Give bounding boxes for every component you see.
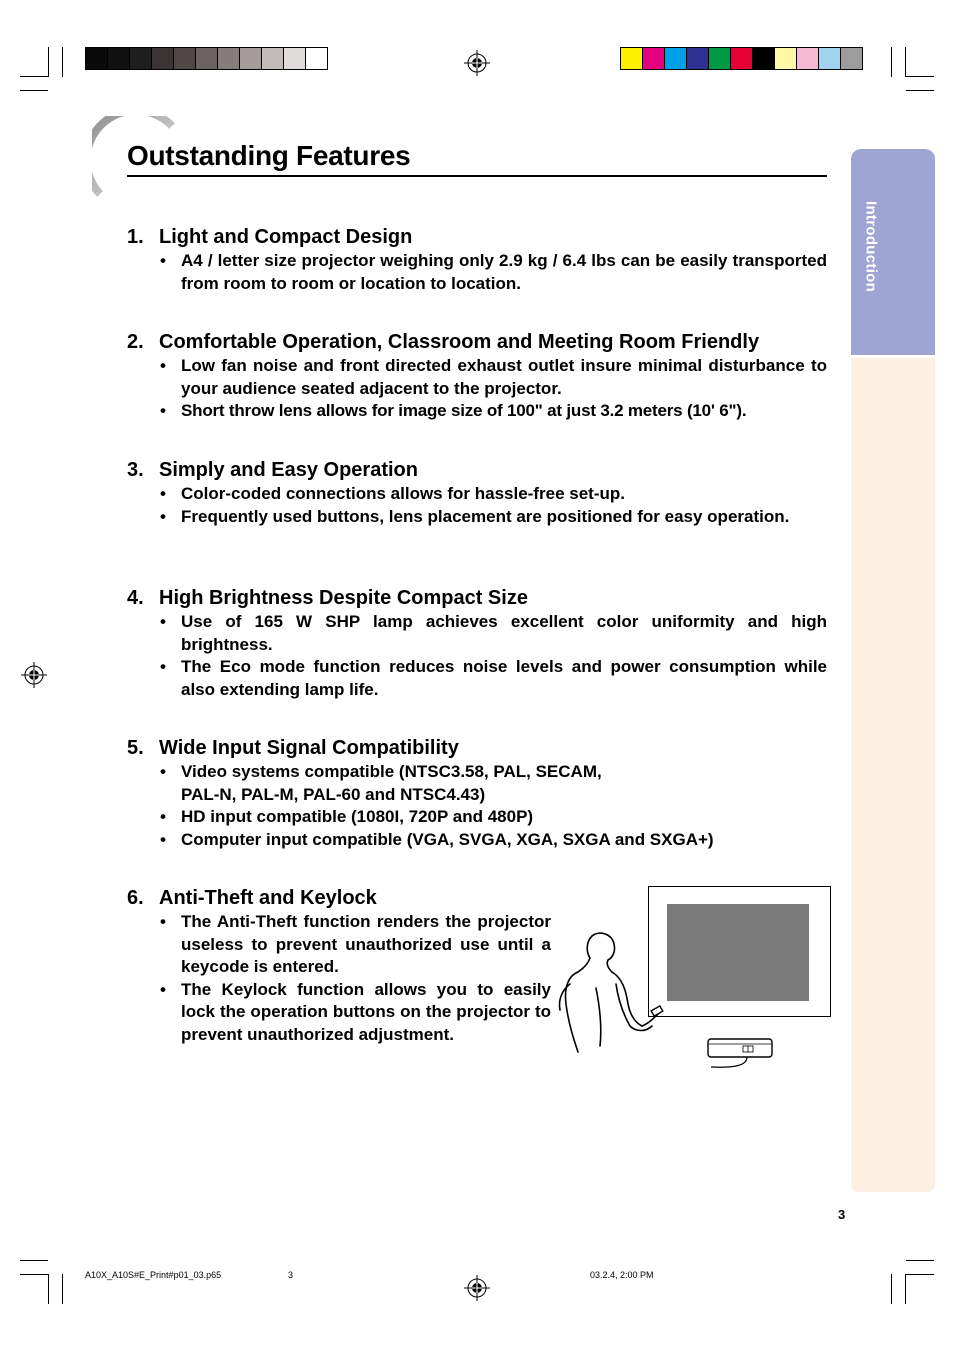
registration-mark-icon xyxy=(464,50,490,76)
feature-bullets xyxy=(127,355,827,423)
grey-swatch xyxy=(152,48,174,69)
color-swatch xyxy=(819,48,841,69)
grey-swatch xyxy=(262,48,284,69)
registration-mark-icon xyxy=(21,662,47,688)
feature-bullet: • Frequently used buttons, lens placement are positioned for easy operation. xyxy=(160,506,790,526)
grey-swatch xyxy=(108,48,130,69)
feature-bullet: • The Anti-Theft function renders the projector useless to prevent unauthorized use until a keycode is entered. xyxy=(160,912,551,976)
footer-file-name: A10X_A10S#E_Print#p01_03.p65 xyxy=(85,1270,222,1280)
grey-swatch xyxy=(196,48,218,69)
grey-swatch xyxy=(218,48,240,69)
feature-section-5 xyxy=(127,736,827,851)
grey-swatch xyxy=(130,48,152,69)
feature-bullet: • Color-coded connections allows for hassle-free set-up. xyxy=(160,484,625,503)
color-swatch xyxy=(643,48,665,69)
feature-bullet: • Use of 165 W SHP lamp achieves excellent color uniformity and high brightness. xyxy=(160,612,827,654)
color-swatch xyxy=(841,48,862,69)
feature-number: 4. xyxy=(127,587,144,609)
page-number: 3 xyxy=(838,1207,846,1222)
grey-swatch xyxy=(86,48,108,69)
feature-title: Comfortable Operation, Classroom and Meeting Room Friendly xyxy=(159,331,760,353)
projector-icon xyxy=(703,1036,777,1072)
color-swatch xyxy=(797,48,819,69)
grey-swatch xyxy=(174,48,196,69)
registration-mark-icon xyxy=(464,1275,490,1301)
feature-bullets xyxy=(127,911,551,1046)
feature-heading xyxy=(127,736,827,760)
feature-bullet: • Computer input compatible (VGA, SVGA, XGA, SXGA and SXGA+) xyxy=(160,829,714,849)
feature-bullets xyxy=(127,761,827,851)
color-swatch xyxy=(687,48,709,69)
footer-page: 3 xyxy=(288,1270,294,1280)
feature-section-3 xyxy=(127,458,827,528)
color-calibration-bar xyxy=(620,47,863,70)
feature-bullet: • Video systems compatible (NTSC3.58, PAL, SECAM, PAL-N, PAL-M, PAL-60 and NTSC4.43) xyxy=(160,762,602,804)
feature-title: Light and Compact Design xyxy=(159,226,413,248)
section-tab-label: Introduction xyxy=(862,201,880,293)
feature-heading xyxy=(127,330,827,354)
feature-number: 1. xyxy=(127,226,144,248)
color-swatch xyxy=(753,48,775,69)
feature-bullet: • Low fan noise and front directed exhaust outlet insure minimal disturbance to your audience seated adjacent to the projector. xyxy=(160,356,827,398)
color-swatch xyxy=(731,48,753,69)
feature-number: 5. xyxy=(127,737,144,759)
feature-number: 6. xyxy=(127,887,144,909)
feature-bullets xyxy=(127,483,827,528)
grey-swatch xyxy=(306,48,327,69)
projected-image xyxy=(667,904,809,1001)
section-tab-label-wrap xyxy=(851,149,891,355)
feature-heading xyxy=(127,458,827,482)
feature-section-4 xyxy=(127,586,827,701)
feature-bullet: • The Keylock function allows you to easily lock the operation buttons on the projector to prevent unauthorized adjustment. xyxy=(160,979,551,1044)
feature-bullet: • Short throw lens allows for image size of 100" at just 3.2 meters (10' 6"). xyxy=(160,401,747,420)
person-with-remote-icon xyxy=(556,928,672,1054)
feature-bullets xyxy=(127,250,827,295)
title-underline xyxy=(127,175,827,177)
grey-swatch xyxy=(240,48,262,69)
feature-heading xyxy=(127,225,827,249)
page-title: Outstanding Features xyxy=(127,140,411,171)
feature-title: Simply and Easy Operation xyxy=(159,459,418,481)
feature-number: 2. xyxy=(127,331,144,353)
feature-section-2 xyxy=(127,330,827,423)
feature-bullets xyxy=(127,611,827,701)
footer-timestamp: 03.2.4, 2:00 PM xyxy=(590,1270,654,1280)
grey-swatch xyxy=(284,48,306,69)
feature-bullet: • HD input compatible (1080I, 720P and 480P) xyxy=(160,807,534,826)
feature-bullet: • A4 / letter size projector weighing only 2.9 kg / 6.4 lbs can be easily transported from room to room or location to location. xyxy=(160,251,827,293)
color-swatch xyxy=(775,48,797,69)
side-margin-strip xyxy=(851,358,935,1192)
feature-title: High Brightness Despite Compact Size xyxy=(159,587,528,609)
feature-heading xyxy=(127,586,827,610)
feature-section-1 xyxy=(127,225,827,295)
feature-bullet: • The Eco mode function reduces noise levels and power consumption while also extending lamp life. xyxy=(160,657,827,699)
grey-calibration-bar xyxy=(85,47,328,70)
color-swatch xyxy=(709,48,731,69)
color-swatch xyxy=(621,48,643,69)
color-swatch xyxy=(665,48,687,69)
feature-number: 3. xyxy=(127,459,144,481)
feature-title: Anti-Theft and Keylock xyxy=(159,887,377,909)
feature-title: Wide Input Signal Compatibility xyxy=(159,737,459,759)
